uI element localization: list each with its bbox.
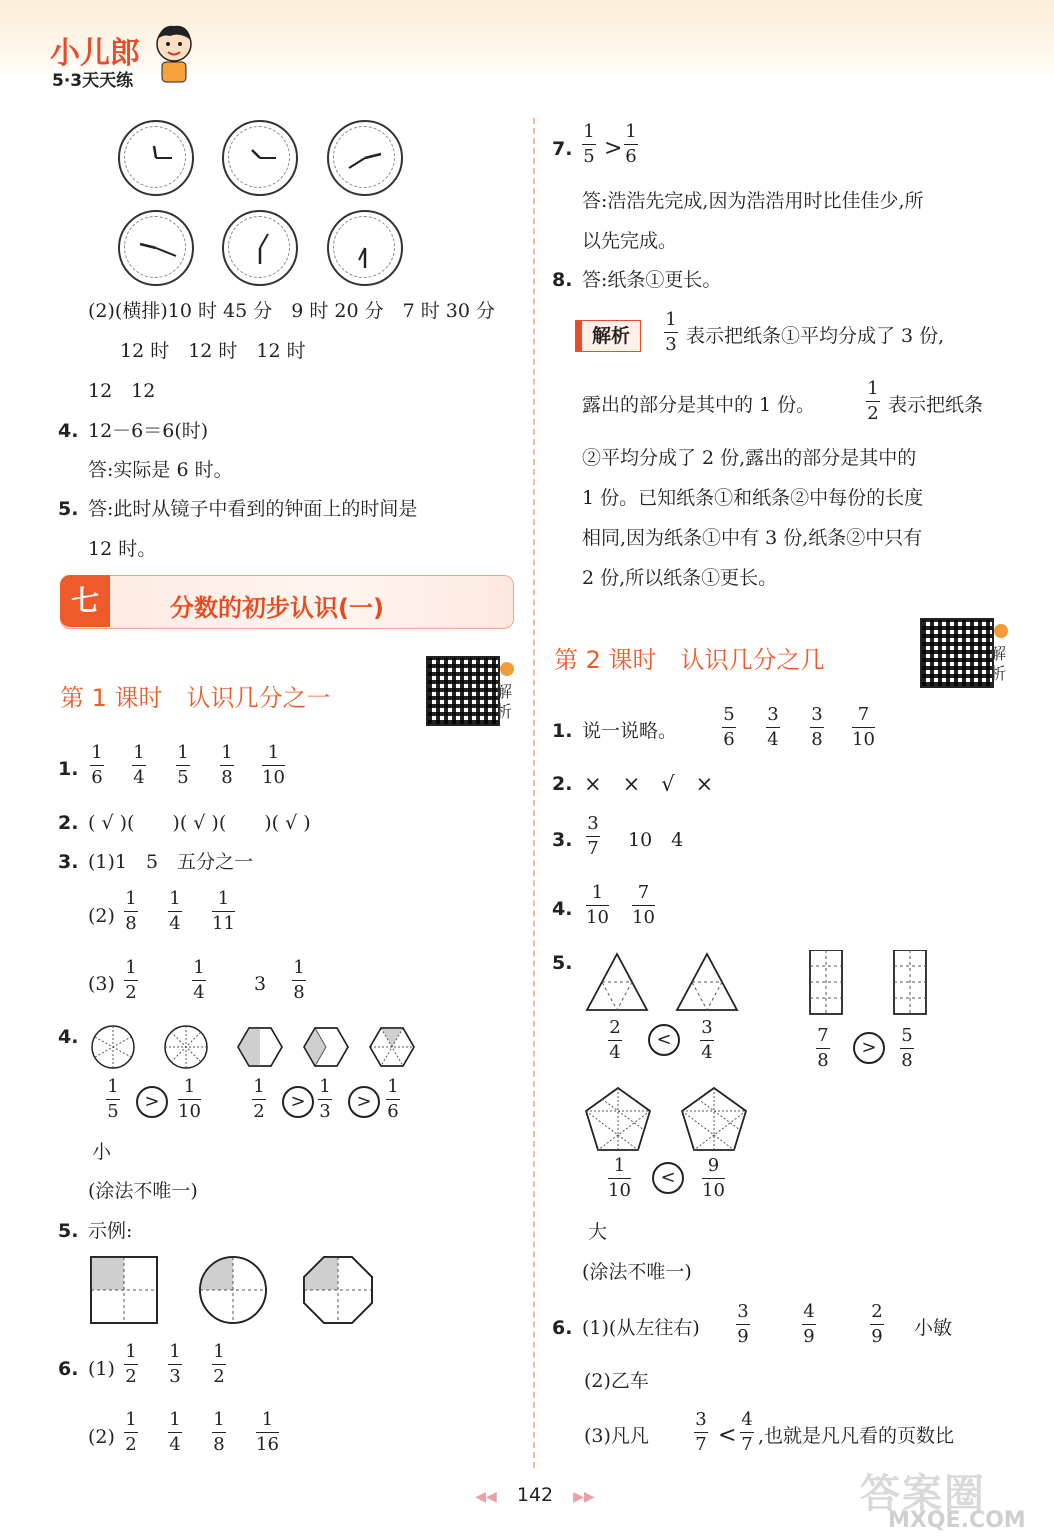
denominator: 3 (319, 1101, 331, 1122)
l2-number: 2. (58, 812, 79, 834)
clock-hands-icon (120, 212, 192, 284)
rectangle-eighths-icon (810, 950, 842, 1014)
denominator: 3 (665, 334, 677, 355)
r7-operator: > (604, 136, 623, 161)
denominator: 2 (253, 1101, 265, 1122)
l4-compare: > (136, 1086, 168, 1118)
clock-face (118, 210, 194, 286)
s5-triangle-compare: < (648, 1024, 680, 1056)
s3-text: 10 4 (628, 829, 684, 851)
fraction-bar (586, 905, 609, 906)
denominator: 11 (212, 913, 235, 934)
numerator: 1 (183, 1076, 196, 1097)
numerator: 1 (613, 1155, 626, 1176)
l4-number: 4. (58, 1026, 79, 1048)
numerator: 1 (125, 1409, 137, 1430)
denominator: 5 (583, 146, 595, 167)
numerator: 7 (637, 882, 650, 903)
numerator: 1 (867, 378, 879, 399)
s6-3-operator: < (718, 1423, 737, 1448)
numerator: 1 (125, 888, 137, 909)
numerator: 7 (817, 1025, 829, 1046)
denominator: 8 (125, 913, 137, 934)
numerator: 4 (741, 1409, 753, 1430)
numerator: 3 (737, 1301, 749, 1322)
q3-2-line2: 12 时 12 时 12 时 (120, 340, 306, 362)
prev-arrows-icon: ◀◀ (475, 1489, 497, 1505)
numerator: 1 (169, 1341, 181, 1362)
denominator: 8 (221, 767, 233, 788)
r8-explain-2a: 露出的部分是其中的 1 份。 (582, 394, 816, 416)
fraction (212, 889, 235, 934)
denominator: 9 (803, 1326, 815, 1347)
qr-label-1: 解 (990, 644, 1007, 663)
fraction-bar (124, 1432, 138, 1433)
s6-3-label: (3)凡凡 (584, 1425, 649, 1447)
numerator: 1 (133, 742, 145, 763)
numerator: 3 (695, 1409, 707, 1430)
fraction-bar (168, 1364, 182, 1365)
fraction (766, 705, 780, 750)
numerator: 1 (253, 1076, 265, 1097)
s2-number: 2. (552, 773, 573, 795)
pentagon-tenths-icon (682, 1088, 746, 1150)
denominator: 10 (632, 907, 655, 928)
qr-label-1: 解 (496, 682, 513, 701)
l6-number: 6. (58, 1358, 79, 1380)
l6-2-label: (2) (88, 1426, 115, 1448)
fraction-bar (262, 765, 285, 766)
numerator: 7 (857, 704, 870, 725)
fraction (802, 1302, 816, 1347)
fraction (132, 743, 146, 788)
denominator: 5 (107, 1101, 119, 1122)
fraction (256, 1410, 279, 1455)
numerator: 3 (701, 1017, 713, 1038)
numerator: 3 (587, 813, 599, 834)
fraction-bar (192, 980, 206, 981)
numerator: 1 (267, 742, 280, 763)
fraction-bar (176, 765, 190, 766)
l4-note: (涂法不唯一) (88, 1180, 198, 1202)
denominator: 2 (125, 982, 137, 1003)
denominator: 16 (256, 1434, 279, 1455)
fraction (168, 889, 182, 934)
denominator: 9 (737, 1326, 749, 1347)
fraction (624, 122, 638, 167)
fraction (168, 1410, 182, 1455)
l5-number: 5. (58, 1220, 79, 1242)
fraction-bar (212, 911, 235, 912)
fraction (262, 743, 285, 788)
denominator: 6 (387, 1101, 399, 1122)
fraction (870, 1302, 884, 1347)
numerator: 1 (583, 121, 595, 142)
s6-1-label: (1)(从左往右) (582, 1317, 700, 1339)
fraction-bar (816, 1048, 830, 1049)
fraction-bar (292, 980, 306, 981)
fraction (740, 1410, 754, 1455)
fraction (632, 883, 655, 928)
clock-hands-icon (224, 122, 296, 194)
series-name: 5·3天天练 (52, 71, 134, 91)
s5-pentagon-compare: < (652, 1162, 684, 1194)
fraction-bar (608, 1040, 622, 1041)
pentagon-tenths-icon (586, 1088, 650, 1150)
numerator: 1 (625, 121, 637, 142)
fraction (582, 122, 596, 167)
fraction (212, 1342, 226, 1387)
fraction-bar (870, 1324, 884, 1325)
fraction (810, 705, 824, 750)
fraction (608, 1156, 631, 1201)
fraction (586, 883, 609, 928)
numerator: 1 (591, 882, 604, 903)
denominator: 10 (178, 1101, 201, 1122)
clock-hands-icon (329, 122, 401, 194)
numerator: 3 (811, 704, 823, 725)
l4-compare: > (282, 1086, 314, 1118)
fraction-bar (624, 144, 638, 145)
unit-title: 分数的初步认识(一) (170, 594, 384, 622)
fraction (318, 1077, 332, 1122)
denominator: 6 (625, 146, 637, 167)
clock-face (118, 120, 194, 196)
fraction-bar (664, 332, 678, 333)
fraction (900, 1026, 914, 1071)
qr-label-2: 析 (496, 702, 513, 721)
fraction (664, 310, 678, 355)
fraction (700, 1018, 714, 1063)
numerator: 5 (901, 1025, 913, 1046)
clock-face (222, 120, 298, 196)
fraction-bar (124, 911, 138, 912)
numerator: 1 (221, 742, 233, 763)
fraction (852, 705, 875, 750)
square-quarter-icon (91, 1257, 157, 1323)
s6-2: (2)乙车 (584, 1370, 649, 1392)
denominator: 8 (293, 982, 305, 1003)
s3-number: 3. (552, 829, 573, 851)
qr-label-2: 析 (990, 664, 1007, 683)
q4-line1: 12－6＝6(时) (88, 420, 209, 442)
denominator: 4 (609, 1042, 621, 1063)
r7-number: 7. (552, 138, 573, 160)
s5-number: 5. (552, 952, 573, 974)
l2-answers: ( √ )( )( √ )( )( √ ) (88, 812, 311, 834)
q3-2-line1: (2)(横排)10 时 45 分 9 时 20 分 7 时 30 分 (88, 300, 495, 322)
s6-number: 6. (552, 1317, 573, 1339)
denominator: 4 (193, 982, 205, 1003)
fraction-bar (702, 1178, 725, 1179)
l3-3-label: (3) (88, 973, 115, 995)
fraction-bar (212, 1364, 226, 1365)
r8-answer: 答:纸条①更长。 (582, 269, 722, 291)
denominator: 8 (901, 1050, 913, 1071)
numerator: 2 (609, 1017, 621, 1038)
denominator: 4 (133, 767, 145, 788)
fraction (386, 1077, 400, 1122)
numerator: 4 (803, 1301, 815, 1322)
circle-quarter-icon (200, 1257, 266, 1323)
numerator: 1 (125, 957, 137, 978)
clock-face (222, 210, 298, 286)
denominator: 8 (811, 729, 823, 750)
l4-small: 小 (92, 1141, 112, 1163)
fraction-bar (810, 727, 824, 728)
r8-explain-1: 表示把纸条①平均分成了 3 份, (686, 325, 945, 347)
numerator: 1 (319, 1076, 331, 1097)
denominator: 3 (169, 1366, 181, 1387)
fraction (586, 814, 600, 859)
numerator: 1 (217, 888, 230, 909)
fraction-bar (124, 1364, 138, 1365)
lesson-1-title: 第 1 课时 认识几分之一 (60, 684, 331, 712)
clock-hands-icon (120, 122, 192, 194)
l5-shapes (88, 1254, 388, 1326)
fraction (176, 743, 190, 788)
hexagon-third-icon (304, 1028, 348, 1066)
clock-hands-icon (329, 212, 401, 284)
fraction (124, 1410, 138, 1455)
numerator: 1 (387, 1076, 399, 1097)
fraction-bar (386, 1099, 400, 1100)
play-icon[interactable] (994, 624, 1008, 638)
r8-explain-5: 相同,因为纸条①中有 3 份,纸条②中只有 (582, 527, 923, 549)
circle-tenths-icon (165, 1026, 207, 1068)
s6-1-name: 小敏 (914, 1317, 953, 1339)
numerator: 1 (213, 1409, 225, 1430)
fraction-bar (766, 727, 780, 728)
fraction (192, 958, 206, 1003)
octagon-quarter-icon (304, 1257, 372, 1323)
denominator: 6 (91, 767, 103, 788)
numerator: 9 (707, 1155, 720, 1176)
q4-line2: 答:实际是 6 时。 (88, 459, 233, 481)
denominator: 5 (177, 767, 189, 788)
lesson-2-title: 第 2 课时 认识几分之几 (554, 646, 825, 674)
s5-big: 大 (588, 1221, 608, 1243)
fraction (736, 1302, 750, 1347)
fraction-bar (132, 765, 146, 766)
l1-number: 1. (58, 758, 79, 780)
s5-note: (涂法不唯一) (582, 1261, 692, 1283)
l3-1: (1)1 5 五分之一 (88, 851, 254, 873)
fraction-bar (178, 1099, 201, 1100)
fraction (168, 1342, 182, 1387)
l3-number: 3. (58, 851, 79, 873)
fraction (866, 379, 880, 424)
numerator: 1 (91, 742, 103, 763)
fraction-bar (168, 911, 182, 912)
fraction (90, 743, 104, 788)
clock-hands-icon (224, 212, 296, 284)
fraction-bar (694, 1432, 708, 1433)
triangle-quarters-icon (587, 954, 647, 1010)
triangle-quarters-icon (677, 954, 737, 1010)
numerator: 1 (125, 1341, 137, 1362)
numerator: 3 (767, 704, 779, 725)
fraction-bar (866, 401, 880, 402)
l4-shapes (90, 1024, 420, 1074)
fraction-bar (256, 1432, 279, 1433)
denominator: 2 (125, 1434, 137, 1455)
q4-number: 4. (58, 420, 79, 442)
denominator: 2 (213, 1366, 225, 1387)
q3-2-line3: 12 12 (88, 380, 156, 402)
denominator: 2 (125, 1366, 137, 1387)
denominator: 4 (701, 1042, 713, 1063)
fraction-bar (124, 980, 138, 981)
numerator: 1 (193, 957, 205, 978)
page-footer (455, 1484, 615, 1506)
s2-answers: × × √ × (584, 772, 714, 796)
fraction (816, 1026, 830, 1071)
numerator: 5 (723, 704, 735, 725)
s5-rectangle-compare: > (853, 1032, 885, 1064)
l4-compare: > (348, 1086, 380, 1118)
numerator: 1 (169, 1409, 181, 1430)
s4-number: 4. (552, 898, 573, 920)
denominator: 10 (852, 729, 875, 750)
denominator: 7 (695, 1434, 707, 1455)
fraction (292, 958, 306, 1003)
numerator: 1 (169, 888, 181, 909)
hexagon-sixth-icon (370, 1028, 414, 1066)
denominator: 7 (587, 838, 599, 859)
fraction (124, 889, 138, 934)
r8-explain-6: 2 份,所以纸条①更长。 (582, 567, 778, 589)
denominator: 10 (608, 1180, 631, 1201)
s1-number: 1. (552, 720, 573, 742)
r8-explain-3: ②平均分成了 2 份,露出的部分是其中的 (582, 447, 917, 469)
r8-explain-2b: 表示把纸条 (888, 394, 984, 416)
qr-code-icon[interactable] (920, 618, 994, 688)
l5-text: 示例: (88, 1220, 133, 1242)
fraction (722, 705, 736, 750)
fraction (608, 1018, 622, 1063)
l6-1-label: (1) (88, 1358, 115, 1380)
s5-shapes (584, 950, 964, 1020)
clock-face (327, 120, 403, 196)
numerator: 1 (107, 1076, 119, 1097)
denominator: 10 (262, 767, 285, 788)
r7-answer-2: 以先完成。 (582, 230, 678, 252)
fraction (212, 1410, 226, 1455)
mascot-icon (150, 22, 198, 84)
q5-number: 5. (58, 498, 79, 520)
denominator: 8 (213, 1434, 225, 1455)
fraction-bar (212, 1432, 226, 1433)
column-divider (533, 118, 535, 1468)
denominator: 4 (169, 913, 181, 934)
denominator: 9 (871, 1326, 883, 1347)
fraction-bar (586, 836, 600, 837)
denominator: 7 (741, 1434, 753, 1455)
fraction (124, 1342, 138, 1387)
fraction-bar (900, 1048, 914, 1049)
fraction-bar (736, 1324, 750, 1325)
analysis-badge: 解析 (581, 320, 641, 352)
fraction-bar (700, 1040, 714, 1041)
clock-face (327, 210, 403, 286)
fraction-bar (852, 727, 875, 728)
numerator: 1 (261, 1409, 274, 1430)
r7-answer-1: 答:浩浩先完成,因为浩浩用时比佳佳少,所 (582, 190, 924, 212)
unit-number: 七 (60, 575, 110, 627)
fraction (702, 1156, 725, 1201)
watermark-url: MXQE.COM (888, 1508, 1026, 1533)
denominator: 4 (767, 729, 779, 750)
fraction-bar (90, 765, 104, 766)
fraction (106, 1077, 120, 1122)
fraction-bar (802, 1324, 816, 1325)
fraction-bar (106, 1099, 120, 1100)
l3-2-label: (2) (88, 905, 115, 927)
brand-logo: 小儿郎 (50, 36, 140, 71)
fraction-bar (252, 1099, 266, 1100)
qr-code-icon[interactable] (426, 656, 500, 726)
s5-pentagons (584, 1086, 754, 1154)
fraction-bar (608, 1178, 631, 1179)
numerator: 1 (293, 957, 305, 978)
denominator: 10 (586, 907, 609, 928)
fraction (220, 743, 234, 788)
numerator: 1 (213, 1341, 225, 1362)
fraction-bar (582, 144, 596, 145)
denominator: 2 (867, 403, 879, 424)
fraction-bar (740, 1432, 754, 1433)
rectangle-eighths-icon (894, 950, 926, 1014)
fraction (178, 1077, 201, 1122)
numerator: 1 (665, 309, 677, 330)
play-icon[interactable] (500, 662, 514, 676)
q5-line1: 答:此时从镜子中看到的钟面上的时间是 (88, 498, 418, 520)
r8-number: 8. (552, 269, 573, 291)
l3-3-mid: 3 (254, 973, 267, 995)
page-number: 142 (516, 1484, 554, 1506)
fraction-bar (168, 1432, 182, 1433)
q5-line2: 12 时。 (88, 538, 157, 560)
s6-3-text: ,也就是凡凡看的页数比 (758, 1425, 955, 1447)
watermark-logo: 答案圈 (860, 1471, 986, 1517)
fraction (252, 1077, 266, 1122)
s1-text: 说一说略。 (582, 720, 678, 742)
fraction (694, 1410, 708, 1455)
denominator: 4 (169, 1434, 181, 1455)
fraction-bar (632, 905, 655, 906)
fraction-bar (722, 727, 736, 728)
hexagon-half-icon (238, 1028, 282, 1066)
fraction-bar (318, 1099, 332, 1100)
next-arrows-icon: ▶▶ (573, 1489, 595, 1505)
denominator: 6 (723, 729, 735, 750)
r8-explain-4: 1 份。已知纸条①和纸条②中每份的长度 (582, 487, 924, 509)
numerator: 1 (177, 742, 189, 763)
denominator: 8 (817, 1050, 829, 1071)
fraction-bar (220, 765, 234, 766)
numerator: 2 (871, 1301, 883, 1322)
denominator: 10 (702, 1180, 725, 1201)
circle-sixths-icon (92, 1026, 134, 1068)
fraction (124, 958, 138, 1003)
